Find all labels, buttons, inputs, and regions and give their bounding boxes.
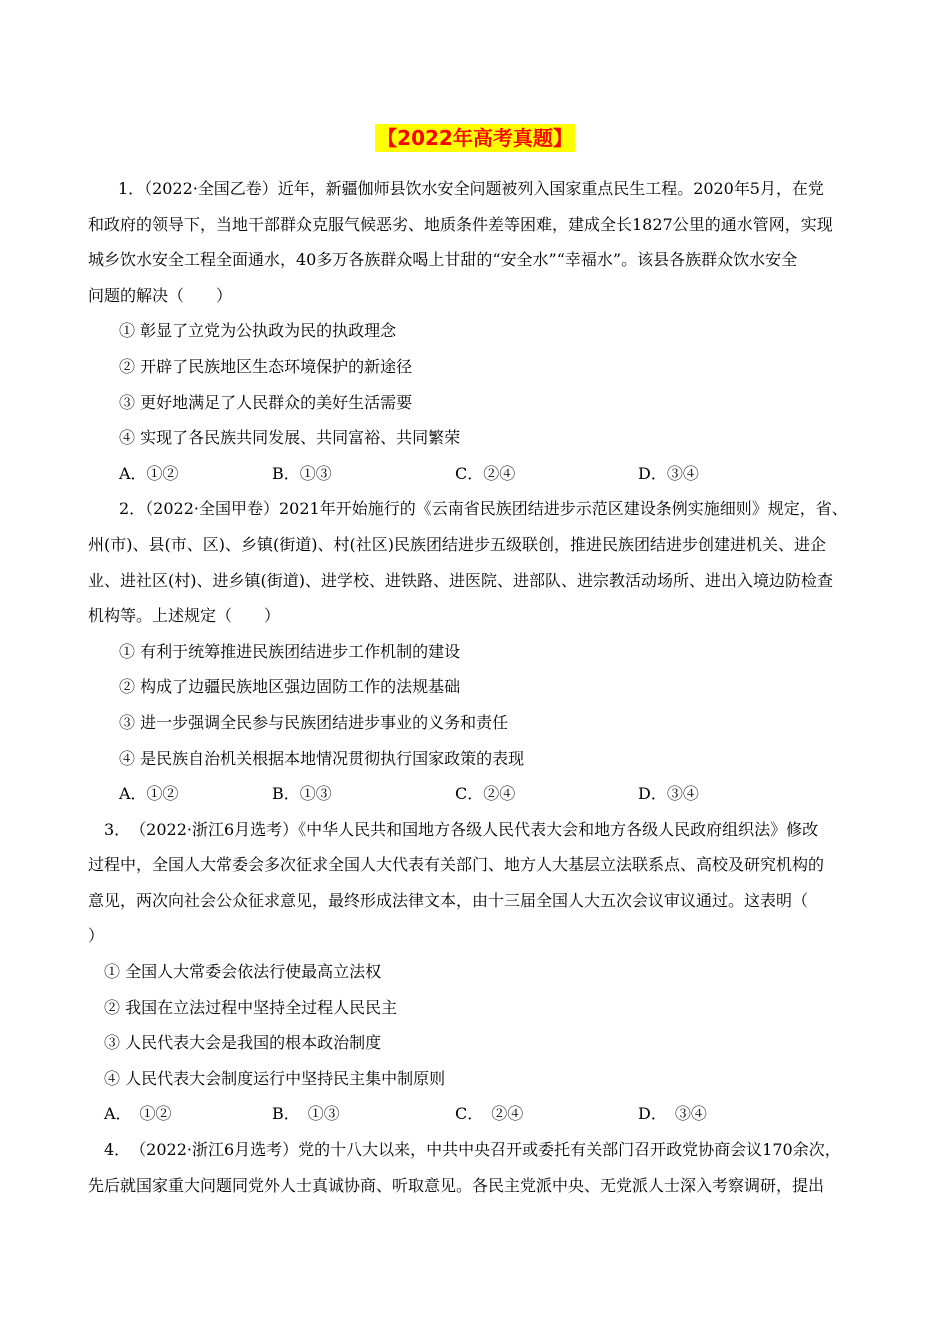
page-title: 【2022年高考真题】	[377, 126, 573, 150]
choice-d[interactable]: D． ③④	[638, 1104, 707, 1124]
statement-option: ① 全国人大常委会依法行使最高立法权	[104, 962, 382, 982]
statement-option: ② 开辟了民族地区生态环境保护的新途径	[119, 356, 413, 376]
statement-option: ④ 是民族自治机关根据本地情况贯彻执行国家政策的表现	[119, 748, 525, 768]
question-stem-line: ）	[88, 926, 105, 946]
statement-option: ② 我国在立法过程中坚持全过程人民民主	[104, 997, 398, 1017]
question-stem-line: 业、进社区(村)、进乡镇(街道)、进学校、进铁路、进医院、进部队、进宗教活动场所、进出入境边防检查	[88, 570, 833, 590]
question-stem-line: 城乡饮水安全工程全面通水，40多万各族群众喝上甘甜的“安全水”“幸福水”。该县各族群众饮水安全	[88, 250, 798, 270]
question-stem-line: 问题的解决（ ）	[88, 285, 233, 305]
choice-c[interactable]: C．②④	[455, 463, 516, 483]
question-stem-line: 过程中，全国人大常委会多次征求全国人大代表有关部门、地方人大基层立法联系点、高校及研究机构的	[88, 855, 825, 875]
statement-option: ① 有利于统筹推进民族团结进步工作机制的建设	[119, 641, 461, 661]
question-list	[88, 171, 864, 1203]
question-stem-line: 先后就国家重大问题同党外人士真诚协商、听取意见。各民主党派中央、无党派人士深入考察调研，提出	[88, 1175, 825, 1195]
statement-option: ② 构成了边疆民族地区强边固防工作的法规基础	[119, 677, 461, 697]
choice-b[interactable]: B． ①③	[272, 1104, 340, 1124]
question-3	[88, 812, 864, 1132]
choice-c[interactable]: C． ②④	[455, 1104, 524, 1124]
question-stem-line: 1．（2022·全国乙卷）近年，新疆伽师县饮水安全问题被列入国家重点民生工程。2020年5月，在党	[118, 179, 824, 198]
choice-b[interactable]: B．①③	[272, 784, 332, 804]
question-stem-line: 和政府的领导下，当地干部群众克服气候恶劣、地质条件差等困难，建成全长1827公里的通水管网，实现	[88, 214, 833, 234]
choice-a[interactable]: A． ①②	[104, 1104, 172, 1124]
question-stem-line: 4． （2022·浙江6月选考）党的十八大以来，中共中央召开或委托有关部门召开政党协商会议170余次，	[104, 1140, 841, 1160]
question-stem-line: 机构等。上述规定（ ）	[88, 606, 281, 626]
statement-option: ④ 人民代表大会制度运行中坚持民主集中制原则	[104, 1068, 446, 1088]
answer-choices	[88, 776, 864, 812]
statement-option: ③ 更好地满足了人民群众的美好生活需要	[119, 392, 413, 412]
choice-d[interactable]: D．③④	[638, 463, 699, 483]
question-stem-line: 3． （2022·浙江6月选考）《中华人民共和国地方各级人民代表大会和地方各级人民政府组织法》修改	[104, 819, 819, 839]
answer-choices	[88, 456, 864, 492]
choice-a[interactable]: A．①②	[119, 784, 179, 804]
question-4	[88, 1132, 864, 1203]
question-stem-line: 州(市)、县(市、区)、乡镇(街道)、村(社区)民族团结进步五级联创，推进民族团结进步创建进机关、进企	[88, 534, 826, 554]
choice-a[interactable]: A．①②	[119, 463, 179, 483]
choice-b[interactable]: B．①③	[272, 463, 332, 483]
statement-option: ④ 实现了各民族共同发展、共同富裕、共同繁荣	[119, 428, 461, 448]
answer-choices	[88, 1096, 864, 1132]
choice-d[interactable]: D．③④	[638, 784, 699, 804]
statement-option: ③ 人民代表大会是我国的根本政治制度	[104, 1033, 382, 1053]
statement-option: ③ 进一步强调全民参与民族团结进步事业的义务和责任	[119, 712, 509, 732]
question-2	[88, 491, 864, 811]
question-stem-line: 意见，两次向社会公众征求意见，最终形成法律文本，由十三届全国人大五次会议审议通过。这表明（	[88, 890, 809, 910]
choice-c[interactable]: C．②④	[455, 784, 516, 804]
statement-option: ① 彰显了立党为公执政为民的执政理念	[119, 321, 397, 341]
question-stem-line: 2．（2022·全国甲卷）2021年开始施行的《云南省民族团结进步示范区建设条例实施细则》规定，省、	[119, 499, 848, 519]
question-1	[88, 171, 864, 491]
